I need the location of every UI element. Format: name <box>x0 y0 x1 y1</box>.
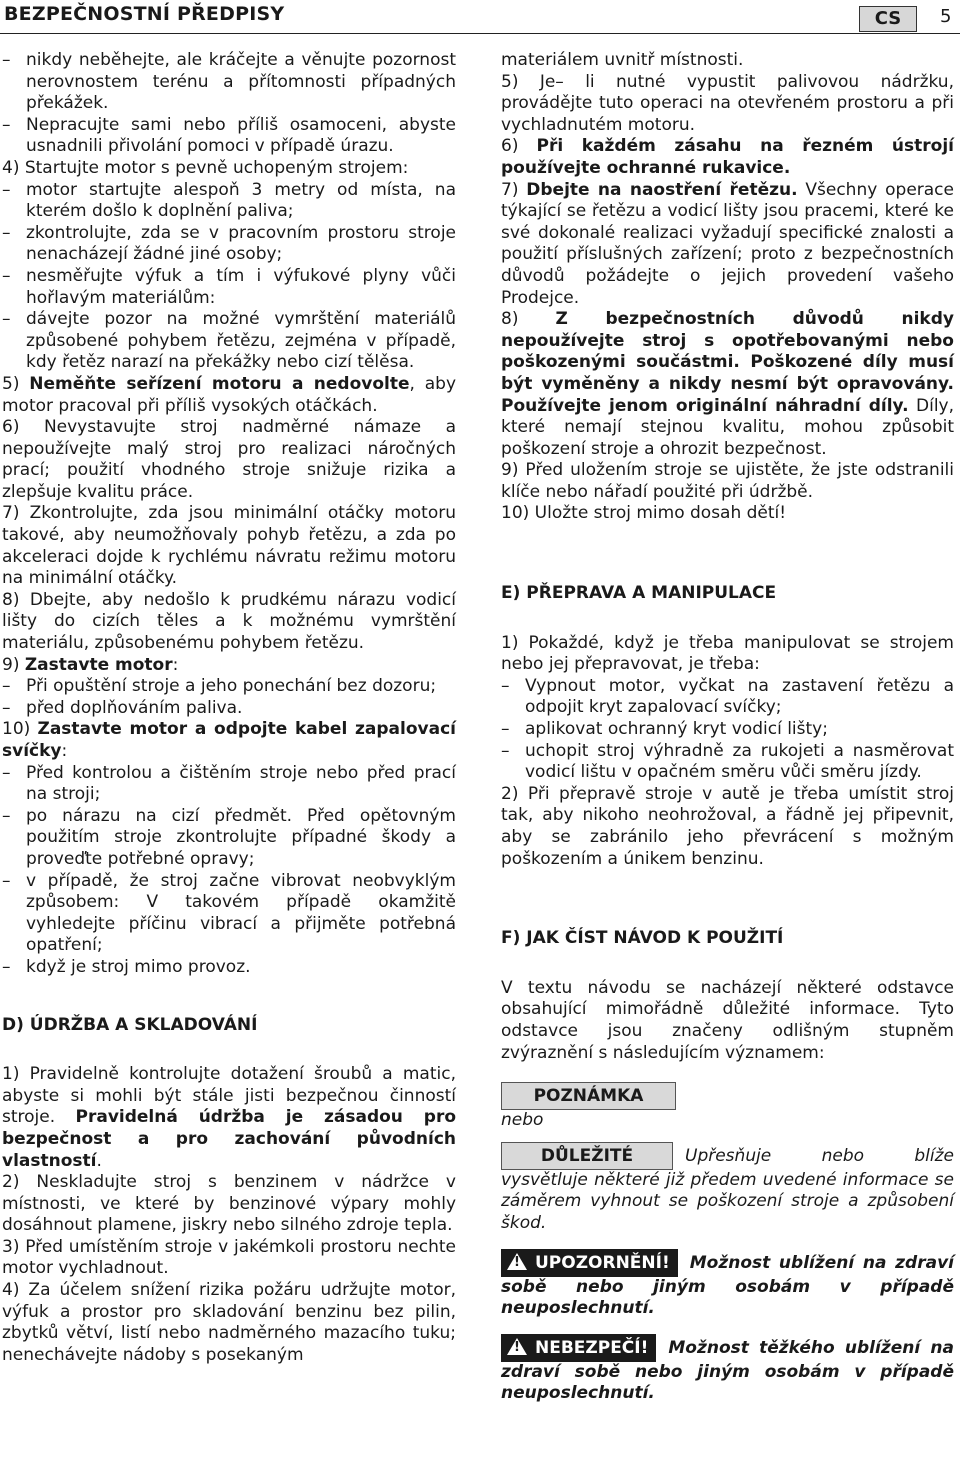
list-item: – Nepracujte sami nebo příliš osamoceni, abyste usnadnili přivolání pomoci v případě úrazu. <box>2 115 456 158</box>
paragraph: 7) Zkontrolujte, zda jsou minimální otáčky motoru takové, aby neumožňovaly pohyb řetězu, a zda po akceleraci dojde k rychlému návratu režimu motoru na minimální otáčky. <box>2 503 456 589</box>
important-paragraph: DŮLEŽITÉ Upřesňuje nebo blíže vysvětluje některé již předem uvedené informace se záměrem vyhnout se poškození stroje a způsobení škod. <box>501 1142 954 1235</box>
nebo-text: nebo <box>501 1110 544 1131</box>
list-item: – nesměřujte výfuk a tím i výfukové plyny vůči hořlavým materiálům: <box>2 266 456 309</box>
warning-paragraph: ! UPOZORNĚNÍ! Možnost ublížení na zdraví sobě nebo jiným osobám v případě neuposlechnutí. <box>501 1249 954 1320</box>
paragraph: 7) Dbejte na naostření řetězu. Všechny operace týkající se řetězu a vodicí lišty jsou pracemi, které ke své dokonalé realizaci vyžadují specifické znalosti a použití příslušných zařízení; proto z bezpečnostních důvodů požádejte o jejich provedení vašeho Prodejce. <box>501 179 954 308</box>
paragraph: 5) Neměňte seřízení motoru a nedovolte, aby motor pracoval při příliš vysokých otáčkách. <box>2 373 456 416</box>
warning-triangle-icon: ! <box>507 1253 527 1270</box>
danger-paragraph: ! NEBEZPEČÍ! Možnost těžkého ublížení na zdraví sobě nebo jiným osobám v případě neuposlechnutí. <box>501 1334 954 1405</box>
paragraph: 10) Zastavte motor a odpojte kabel zapalovací svíčky: <box>2 719 456 761</box>
paragraph: 6) Při každém zásahu na řezném ústrojí používejte ochranné rukavice. <box>501 136 954 178</box>
list-item: – po nárazu na cizí předmět. Před opětovným použitím stroje zkontrolujte případné škody a proveďte potřebné opravy; <box>2 806 456 871</box>
page-header <box>0 0 960 36</box>
list-item: – zkontrolujte, zda se v pracovním prostoru stroje nenacházejí žádné jiné osoby; <box>2 223 456 266</box>
language-badge: CS <box>859 6 917 32</box>
section-heading-e: E) PŘEPRAVA A MANIPULACE <box>501 583 777 604</box>
list-item: – v případě, že stroj začne vibrovat neobvyklým způsobem: V takovém případě okamžitě vyhledejte příčinu vibrací a přijměte potřebná opatření; <box>2 871 456 957</box>
page-title: BEZPEČNOSTNÍ PŘEDPISY <box>4 3 285 25</box>
list-item: – nikdy neběhejte, ale kráčejte a věnujte pozornost nerovnostem terénu a přítomnosti případných překážek. <box>2 50 456 115</box>
paragraph: 4) Startujte motor s pevně uchopeným strojem: <box>2 157 409 178</box>
emphasis: Z bezpečnostních důvodů nikdy nepoužívejte stroj s opotřebovanými nebo poškozenými součástmi. Poškozené díly musí být vyměněny a nikdy nesmí být opravovány. Používejte jenom originální náhradní díly. <box>501 309 954 416</box>
emphasis: Pravidelná údržba je zásadou pro bezpečnost a pro zachování původních vlastností <box>2 1107 457 1171</box>
paragraph: 8) Z bezpečnostních důvodů nikdy nepoužívejte stroj s opotřebovanými nebo poškozenými součástmi. Poškozené díly musí být vyměněny a nikdy nesmí být opravovány. Používejte jenom originální náhradní díly. Díly, které nemají stejnou kvalitu, mohou způsobit poškození stroje a ohrozit bezpečnost. <box>501 309 955 459</box>
paragraph: 9) Zastavte motor: <box>2 654 179 675</box>
list-item: – Při opuštění stroje a jeho ponechání bez dozoru; <box>2 676 456 698</box>
list-item: – Před kontrolou a čištěním stroje nebo před prací na stroji; <box>2 763 456 806</box>
emphasis: Při každém zásahu na řezném ústrojí používejte ochranné rukavice. <box>501 136 954 178</box>
header-divider <box>0 33 960 34</box>
emphasis: Neměňte seřízení motoru a nedovolte <box>29 373 410 394</box>
paragraph: 8) Dbejte, aby nedošlo k prudkému nárazu vodicí lišty do cizích těles a k možnému vymrštění materiálu, způsobenému pohybem řetězu. <box>2 589 456 654</box>
paragraph: 9) Před uložením stroje se ujistěte, že jste odstranili klíče nebo nářadí použité při údržbě. <box>501 460 954 502</box>
emphasis: Dbejte na naostření řetězu. <box>526 179 798 200</box>
important-label-box: DŮLEŽITÉ <box>501 1142 673 1170</box>
paragraph: 5) Je– li nutné vypustit palivovou nádržku, provádějte tuto operaci na otevřeném prostoru a při vychladnutém motoru. <box>501 71 954 135</box>
page-number: 5 <box>940 6 952 27</box>
emphasis: Zastavte motor a odpojte kabel zapalovací svíčky <box>2 719 456 761</box>
section-heading-f: F) JAK ČÍST NÁVOD K POUŽITÍ <box>501 928 784 949</box>
list-item: – aplikovat ochranný kryt vodicí lišty; <box>501 719 954 741</box>
note-label-box: POZNÁMKA <box>501 1082 676 1110</box>
paragraph: V textu návodu se nacházejí některé odstavce obsahující mimořádně důležité informace. Tyto odstavce jsou značeny odlišným stupněm zvýraznění s následujícím významem: <box>501 977 954 1063</box>
list-item: – uchopit stroj výhradně za rukojeti a nasměrovat vodicí lištu v opačném směru vůči směru jízdy. <box>501 741 954 784</box>
paragraph: 1) Pokaždé, když je třeba manipulovat se strojem nebo jej přepravovat, je třeba: <box>501 632 954 675</box>
paragraph: 6) Nevystavujte stroj nadměrné námaze a nepoužívejte malý stroj pro realizaci náročných prací; použití vhodného stroje snižuje rizika a zlepšuje kvalitu práce. <box>2 417 456 502</box>
warning-label-box: ! UPOZORNĚNÍ! <box>501 1249 678 1277</box>
left-column <box>2 50 456 1366</box>
list-item: – dávejte pozor na možné vymrštění materiálů způsobené pohybem řetězu, zejména v případě, kdy řetěz narazí na překážky nebo cizí tělěsa. <box>2 309 456 374</box>
right-column <box>501 50 954 1405</box>
paragraph: materiálem uvnitř místnosti. <box>501 50 744 70</box>
paragraph: 2) Při přepravě stroje v autě je třeba umístit stroj tak, aby nikoho neohrožoval, a řádně jej připevnit, aby se zabránilo jeho převrácení s možným poškozením a únikem benzinu. <box>501 783 954 869</box>
paragraph: 2) Neskladujte stroj s benzinem v nádržce v místnosti, ve které by benzinové výpary mohly dosáhnout plamene, jiskry nebo silného zdroje tepla. <box>2 1172 456 1236</box>
list-item: – Vypnout motor, vyčkat na zastavení řetězu a odpojit kryt zapalovací svíčky; <box>501 676 954 719</box>
list-item: – před doplňováním paliva. <box>2 698 456 720</box>
list-item: – motor startujte alespoň 3 metry od místa, na kterém došlo k doplnění paliva; <box>2 180 456 223</box>
danger-label-box: ! NEBEZPEČÍ! <box>501 1334 656 1362</box>
list-item: – když je stroj mimo provoz. <box>2 957 456 979</box>
section-heading-d: D) ÚDRŽBA A SKLADOVÁNÍ <box>2 1014 258 1035</box>
emphasis: Zastavte motor <box>24 654 173 675</box>
paragraph: 4) Za účelem snížení rizika požáru udržujte motor, výfuk a prostor pro skladování benzinu bez pilin, zbytků větví, listí nebo nadměrného mazacího tuku; nenechávejte nádoby s posekaným <box>2 1280 456 1365</box>
paragraph: 10) Uložte stroj mimo dosah dětí! <box>501 503 787 524</box>
paragraph: 3) Před umístěním stroje v jakémkoli prostoru nechte motor vychladnout. <box>2 1236 456 1279</box>
paragraph: 1) Pravidelně kontrolujte dotažení šroubů a matic, abyste si mohli být stále jisti bezpečnou činností stroje. Pravidelná údržba je zásadou pro bezpečnost a pro zachování původních vlastností. <box>2 1064 457 1171</box>
danger-triangle-icon: ! <box>507 1338 527 1355</box>
